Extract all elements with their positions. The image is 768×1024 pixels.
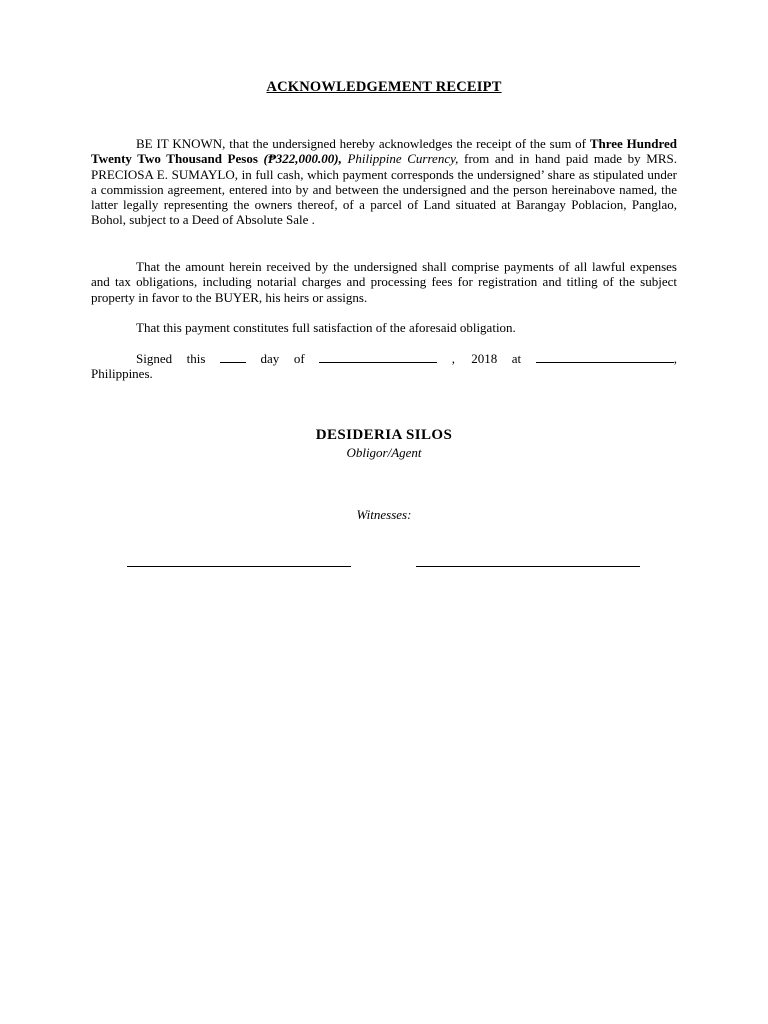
this-word: this bbox=[186, 351, 206, 366]
paragraph-lead: BE IT KNOWN, that the undersigned hereby acknowledges the receipt of the sum of bbox=[136, 136, 590, 151]
comma: , bbox=[673, 351, 677, 366]
signed-word: Signed bbox=[136, 351, 173, 366]
document-title: ACKNOWLEDGEMENT RECEIPT bbox=[266, 79, 502, 95]
paragraph-satisfaction-text: That this payment constitutes full satisfaction of the aforesaid obligation. bbox=[136, 320, 516, 335]
place-blank bbox=[536, 351, 674, 363]
amount-words: Three Hundred Twenty Two Thousand Pesos bbox=[91, 136, 677, 167]
month-blank bbox=[319, 351, 437, 363]
signer-name: DESIDERIA SILOS bbox=[315, 427, 453, 443]
amount-figure: (₱322,000.00), bbox=[263, 151, 342, 167]
paragraph-rest: from and in hand paid made by MRS. PRECIOSA E. SUMAYLO, in full cash, which payment corresponds the undersigned’ share as stipulated under a commission agreement, entered into by and between the undersigned and the person hereinabove named, the latter legally representing the owners thereof, of a parcel of Land situated at Barangay Poblacion, Panglao, Bohol, subject to a Deed of Absolute Sale . bbox=[91, 151, 678, 228]
year-text: , 2018 bbox=[451, 351, 498, 366]
country-text: Philippines. bbox=[91, 366, 153, 382]
day-word: day bbox=[260, 351, 280, 366]
signed-statement bbox=[91, 351, 677, 382]
at-word: at bbox=[511, 351, 522, 366]
witness-signature-line-left bbox=[127, 566, 351, 567]
currency-text: Philippine Currency, bbox=[341, 151, 459, 167]
paragraph-expenses bbox=[91, 259, 677, 305]
paragraph-satisfaction bbox=[91, 320, 677, 335]
paragraph-expenses-text: That the amount herein received by the undersigned shall comprise payments of all lawful expenses and tax obligations, including notarial charges and processing fees for registration and titling of the subject property in favor to the BUYER, his heirs or assigns. bbox=[91, 259, 677, 305]
of-word: of bbox=[293, 351, 305, 366]
day-blank bbox=[220, 351, 246, 363]
witness-signature-line-right bbox=[416, 566, 640, 567]
place-blank-wrap bbox=[536, 351, 677, 366]
paragraph-receipt bbox=[91, 136, 677, 228]
signer-role: Obligor/Agent bbox=[346, 445, 422, 460]
witnesses-label: Witnesses: bbox=[356, 507, 412, 522]
signed-line bbox=[91, 351, 677, 366]
